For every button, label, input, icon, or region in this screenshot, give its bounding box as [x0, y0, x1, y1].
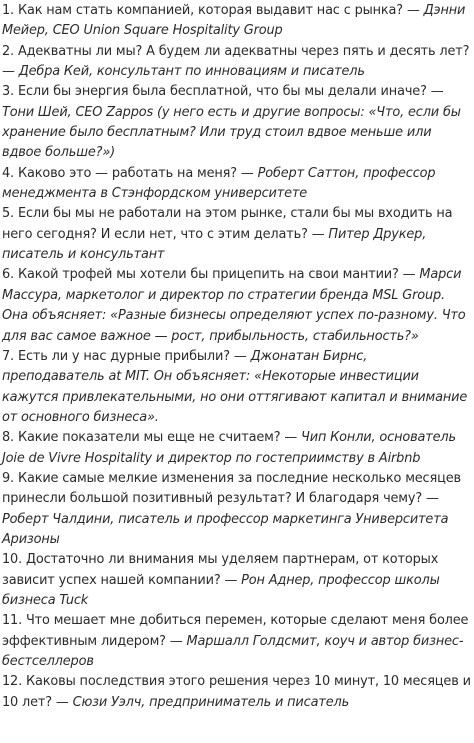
list-item-10	[2, 550, 472, 611]
author-attribution: Дебра Кей, консультант по инновациям и писатель	[18, 64, 365, 80]
author-attribution: Рон Аднер, профессор школы бизнеса Tuck	[2, 572, 440, 608]
question-text: 2. Адекватны ли мы? А будем ли адекватны через пять и десять лет? —	[2, 43, 470, 80]
list-item-1	[2, 1, 472, 42]
question-text: 11. Что мешает мне добиться перемен, которые сделают меня более эффективным лидером? —	[2, 613, 469, 649]
question-list	[2, 1, 472, 713]
question-text: 6. Какой трофей мы хотели бы прицепить на свои мантии? —	[2, 267, 420, 283]
question-text: 9. Какие самые мелкие изменения за последние несколько месяцев принесли большой позитивный результат? И благодаря чему? —	[2, 470, 461, 507]
list-item-11	[2, 611, 472, 672]
author-attribution: Сюзи Уэлч, предприниматель и писатель	[72, 694, 350, 710]
list-item-3	[2, 82, 472, 163]
list-item-6	[2, 265, 472, 346]
question-text: 1. Как нам стать компанией, которая выдавит нас с рынка? —	[2, 3, 424, 18]
list-item-9	[2, 469, 472, 550]
author-attribution: Роберт Саттон, профессор менеджмента в Стэнфордском университете	[2, 165, 436, 202]
question-text: 3. Если бы энергия была бесплатной, что бы мы делали иначе? —	[2, 84, 444, 100]
author-attribution: Маршалл Голдсмит, коуч и автор бизнес-бестселлеров	[2, 633, 464, 669]
question-text: 8. Какие показатели мы еще не считаем? —	[2, 430, 302, 446]
author-attribution: Марси Массура, маркетолог и директор по стратегии бренда MSL Group. Она объясняет: «Разные бизнесы определяют успех по-разному. Что для вас самое важное — рост, прибыльность, стабильность?»	[2, 267, 466, 344]
list-item-12	[2, 672, 472, 713]
question-text: 7. Есть ли у нас дурные прибыли? —	[2, 348, 251, 364]
question-text: 10. Достаточно ли внимания мы уделяем партнерам, от которых зависит успех нашей компании? —	[2, 552, 439, 588]
list-item-2	[2, 42, 472, 83]
list-item-4	[2, 164, 472, 205]
author-attribution: Джонатан Бирнс, преподаватель at MIT. Он объясняет: «Некоторые инвестиции кажутся привлекательными, но они оттягивают капитал и внимание от основного бизнеса».	[2, 348, 468, 425]
author-attribution: Дэнни Мейер, CEO Union Square Hospitality Group	[2, 3, 466, 39]
author-attribution: Роберт Чалдини, писатель и профессор маркетинга Университета Аризоны	[2, 511, 449, 547]
author-attribution: Тони Шей, CEO Zappos (у него есть и другие вопросы: «Что, если бы хранение было бесплатным? Или труд стоил вдвое меньше или вдвое больше?»)	[2, 104, 461, 161]
question-text: 12. Каковы последствия этого решения через 10 минут, 10 месяцев и 10 лет? —	[2, 674, 471, 710]
author-attribution: Чип Конли, основатель Joie de Vivre Hospitality и директор по гостеприимству в Airbnb	[2, 430, 456, 466]
author-attribution: Питер Друкер, писатель и консультант	[2, 226, 427, 263]
list-item-7	[2, 347, 472, 428]
question-text: 5. Если бы мы не работали на этом рынке, стали бы мы входить на него сегодня? И если нет, что с этим делать? —	[2, 206, 453, 242]
list-item-5	[2, 204, 472, 265]
list-item-8	[2, 428, 472, 469]
question-text: 4. Каково это — работать на меня? —	[2, 165, 258, 181]
